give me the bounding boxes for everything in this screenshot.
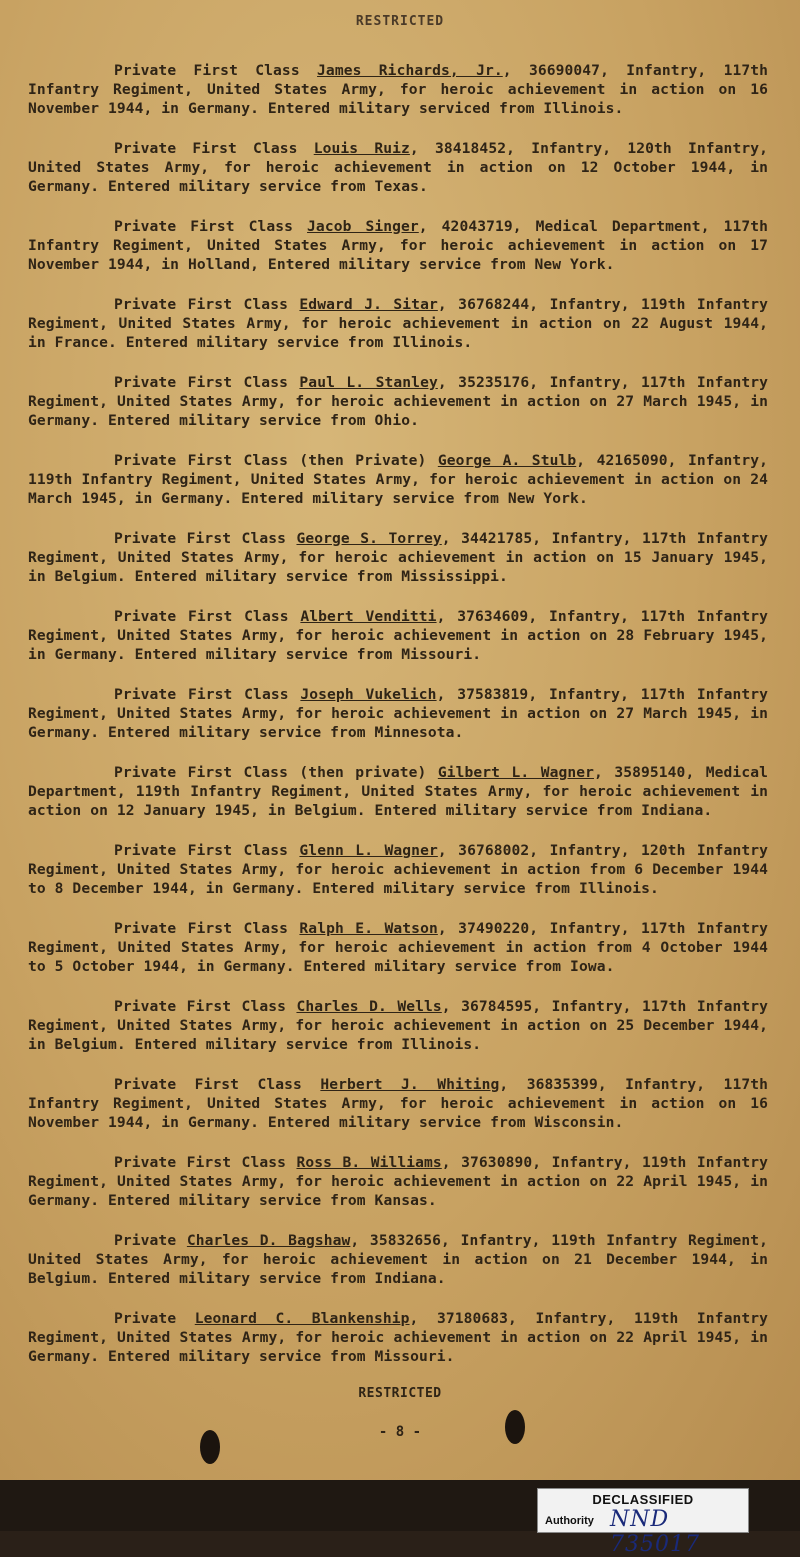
- punch-hole: [200, 1430, 220, 1464]
- citation-entry: [28, 607, 768, 664]
- entry-name: Gilbert L. Wagner: [437, 763, 595, 781]
- citation-entry: [28, 373, 768, 430]
- entry-name: Charles D. Bagshaw: [186, 1231, 351, 1249]
- stamp-title: DECLASSIFIED: [592, 1492, 694, 1507]
- stamp-authority-label: Authority: [545, 1515, 594, 1527]
- citation-entry: [28, 997, 768, 1054]
- entry-details: , 37490220, Infantry, 117th Infantry Regiment, United States Army, for heroic achievement in action from 4 October 1944 to 5 October 1944, in Germany. Entered military service from Iowa.: [28, 919, 768, 975]
- citation-entry: [28, 763, 768, 820]
- entry-rank: Private First Class: [114, 997, 286, 1015]
- entry-details: , 42165090, Infantry, 119th Infantry Regiment, United States Army, for heroic achievement in action on 24 March 1945, in Germany. Entered military service from New York.: [28, 451, 768, 507]
- citation-entry: [28, 841, 768, 898]
- classification-footer: RESTRICTED: [358, 1386, 442, 1401]
- entry-rank: Private First Class: [114, 295, 288, 313]
- citation-entry: [28, 451, 768, 508]
- citation-entry: [28, 529, 768, 586]
- entry-rank: Private First Class: [114, 61, 300, 79]
- entry-details: , 38418452, Infantry, 120th Infantry, United States Army, for heroic achievement in action on 12 October 1944, in Germany. Entered military service from Texas.: [28, 139, 768, 195]
- entry-rank: Private First Class: [114, 685, 289, 703]
- citation-entry: [28, 1153, 768, 1210]
- citation-entry: [28, 919, 768, 976]
- entry-name: Louis Ruiz: [313, 139, 410, 157]
- entry-name: Herbert J. Whiting: [320, 1075, 500, 1093]
- citation-entry: [28, 1231, 768, 1288]
- entry-rank: Private First Class: [114, 529, 286, 547]
- entry-rank: Private First Class (then Private): [114, 451, 427, 469]
- entry-rank: Private First Class: [114, 841, 288, 859]
- entry-name: Albert Venditti: [300, 607, 437, 625]
- entry-name: Ross B. Williams: [296, 1153, 442, 1171]
- entry-rank: Private: [114, 1231, 177, 1249]
- declassified-stamp: [537, 1488, 749, 1557]
- citation-entry: [28, 1309, 768, 1366]
- entry-details: , 37630890, Infantry, 119th Infantry Regiment, United States Army, for heroic achievement in action on 22 April 1945, in Germany. Entered military service from Kansas.: [28, 1153, 768, 1209]
- entry-details: , 36690047, Infantry, 117th Infantry Regiment, United States Army, for heroic achievement in action on 16 November 1944, in Germany. Entered military serviced from Illinois.: [28, 61, 768, 117]
- citation-entry: [28, 685, 768, 742]
- entry-rank: Private First Class: [114, 373, 288, 391]
- stamp-authority-value: NND 735017: [610, 1507, 700, 1557]
- entry-name: Ralph E. Watson: [299, 919, 438, 937]
- entry-details: , 34421785, Infantry, 117th Infantry Regiment, United States Army, for heroic achievement in action on 15 January 1945, in Belgium. Entered military service from Mississippi.: [28, 529, 768, 585]
- citation-entry: [28, 217, 768, 274]
- entry-rank: Private First Class: [114, 919, 288, 937]
- entry-details: , 36768002, Infantry, 120th Infantry Regiment, United States Army, for heroic achievement in action from 6 December 1944 to 8 December 1944, in Germany. Entered military service from Illinois.: [28, 841, 768, 897]
- entry-name: Edward J. Sitar: [299, 295, 438, 313]
- entry-name: Glenn L. Wagner: [299, 841, 438, 859]
- entry-name: Leonard C. Blankenship: [194, 1309, 410, 1327]
- entry-details: , 37583819, Infantry, 117th Infantry Regiment, United States Army, for heroic achievement in action on 27 March 1945, in Germany. Entered military service from Minnesota.: [28, 685, 769, 741]
- entry-name: George A. Stulb: [437, 451, 577, 469]
- entry-rank: Private First Class (then private): [114, 763, 427, 781]
- entry-details: , 35832656, Infantry, 119th Infantry Regiment, United States Army, for heroic achievement in action on 21 December 1944, in Belgium. Entered military service from Indiana.: [28, 1231, 769, 1287]
- entry-name: James Richards, Jr.: [317, 61, 503, 79]
- classification-header: RESTRICTED: [355, 14, 445, 29]
- entry-details: , 35895140, Medical Department, 119th Infantry Regiment, United States Army, for heroic achievement in action on 12 January 1945, in Belgium. Entered military service from Indiana.: [28, 763, 768, 819]
- entry-name: George S. Torrey: [296, 529, 442, 547]
- page-number: - 8 -: [378, 1424, 422, 1440]
- entry-name: Charles D. Wells: [296, 997, 442, 1015]
- citation-entry: [28, 1075, 768, 1132]
- entry-details: , 36768244, Infantry, 119th Infantry Regiment, United States Army, for heroic achievement in action on 22 August 1944, in France. Entered military service from Illinois.: [28, 295, 768, 351]
- entry-rank: Private: [114, 1309, 177, 1327]
- entry-details: , 37634609, Infantry, 117th Infantry Regiment, United States Army, for heroic achievement in action on 28 February 1945, in Germany. Entered military service from Missouri.: [28, 607, 769, 663]
- entry-name: Jacob Singer: [307, 217, 419, 235]
- entry-details: , 37180683, Infantry, 119th Infantry Regiment, United States Army, for heroic achievement in action on 22 April 1945, in Germany. Entered military service from Missouri.: [28, 1309, 768, 1365]
- entry-details: , 35235176, Infantry, 117th Infantry Regiment, United States Army, for heroic achievement in action on 27 March 1945, in Germany. Entered military service from Ohio.: [28, 373, 768, 429]
- entry-rank: Private First Class: [114, 217, 294, 235]
- entry-details: , 36784595, Infantry, 117th Infantry Regiment, United States Army, for heroic achievement in action on 25 December 1944, in Belgium. Entered military service from Illinois.: [28, 997, 768, 1053]
- citation-entry: [28, 139, 768, 196]
- citation-entry: [28, 61, 768, 118]
- entry-details: , 36835399, Infantry, 117th Infantry Regiment, United States Army, for heroic achievement in action on 16 November 1944, in Germany. Entered military service from Wisconsin.: [28, 1075, 768, 1131]
- entry-rank: Private First Class: [114, 139, 298, 157]
- citation-list: [28, 46, 768, 1387]
- entry-rank: Private First Class: [114, 607, 289, 625]
- citation-entry: [28, 295, 768, 352]
- entry-rank: Private First Class: [114, 1075, 302, 1093]
- entry-name: Paul L. Stanley: [299, 373, 438, 391]
- entry-rank: Private First Class: [114, 1153, 286, 1171]
- entry-details: , 42043719, Medical Department, 117th Infantry Regiment, United States Army, for heroic achievement in action on 17 November 1944, in Holland, Entered military service from New York.: [28, 217, 768, 273]
- entry-name: Joseph Vukelich: [300, 685, 437, 703]
- punch-hole: [505, 1410, 525, 1444]
